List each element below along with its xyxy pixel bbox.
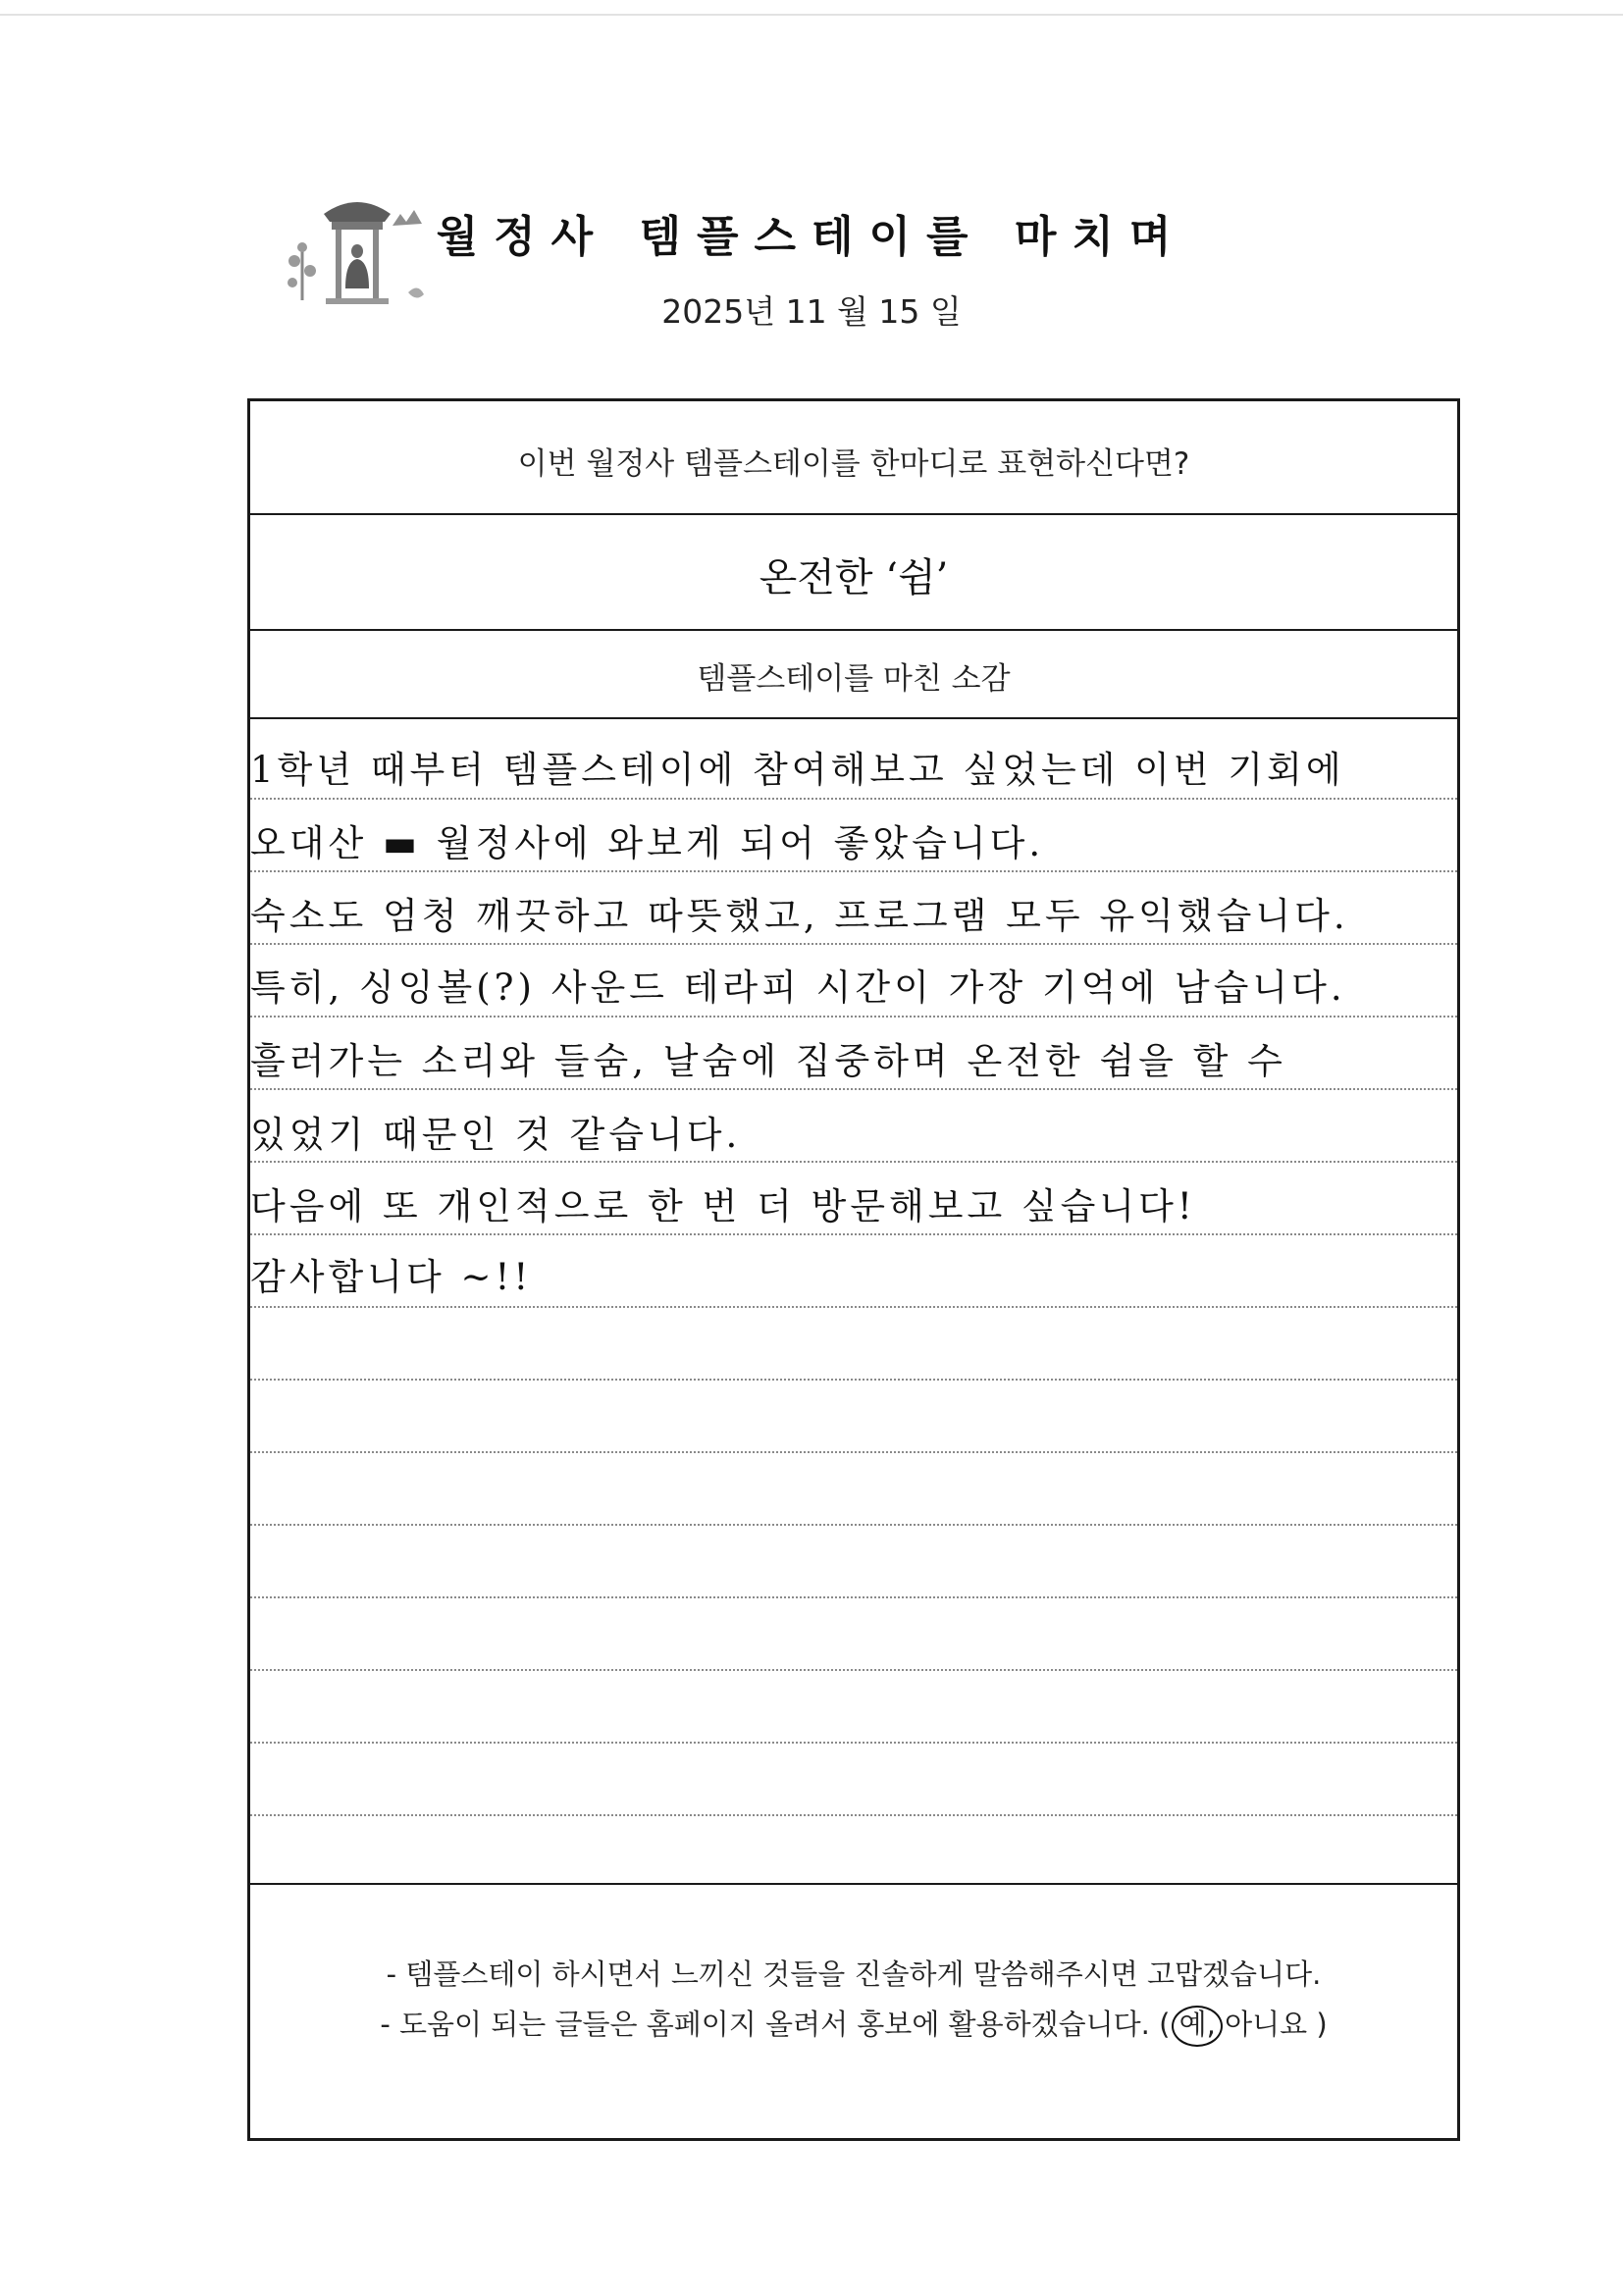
form-date: 2025년 11 월 15 일	[661, 292, 962, 331]
reflection-form	[247, 398, 1460, 2141]
handwritten-line: 오대산 ▬ 월정사에 와보게 되어 좋았습니다.	[250, 822, 1045, 864]
footer-note-prefix: - 도움이 되는 글들은 홈페이지 올려서 홍보에 활용하겠습니다. (	[380, 2008, 1171, 2041]
selection-circle-mark	[1172, 2006, 1223, 2047]
handwritten-line: 특히, 싱잉볼(?) 사운드 테라피 시간이 가장 기억에 남습니다.	[250, 966, 1346, 1009]
page-title: 월정사 템플스테이를 마치며	[436, 212, 1187, 262]
consent-option-yes[interactable]	[1179, 2000, 1207, 2050]
handwritten-line: 있었기 때문인 것 같습니다.	[250, 1114, 742, 1156]
ruled-line	[250, 1596, 1457, 1598]
handwritten-line: 흘러가는 소리와 들숨, 날숨에 집중하며 온전한 쉼을 할 수	[250, 1040, 1286, 1082]
ruled-line	[250, 1524, 1457, 1526]
footer-note: - 템플스테이 하시면서 느끼신 것들을 진솔하게 말씀해주시면 고맙겠습니다.	[386, 1957, 1322, 1991]
consent-option-yes-label: 예	[1178, 2008, 1207, 2041]
divider	[250, 1883, 1457, 1885]
consent-separator: ,	[1206, 2008, 1216, 2041]
handwritten-line: 다음에 또 개인적으로 한 번 더 방문해보고 싶습니다!	[250, 1185, 1196, 1227]
divider	[250, 717, 1457, 719]
footer-notes	[250, 1950, 1457, 2050]
ruled-line	[250, 943, 1457, 945]
question-two-label: 템플스테이를 마친 소감	[697, 661, 1011, 697]
consent-option-no[interactable]: 아니요	[1225, 2008, 1308, 2041]
divider	[250, 513, 1457, 515]
ruled-line	[250, 870, 1457, 872]
handwritten-line: 1학년 때부터 템플스테이에 참여해보고 싶었는데 이번 기회에	[250, 749, 1345, 791]
divider	[250, 629, 1457, 631]
footer-note-suffix: )	[1316, 2008, 1328, 2041]
question-one-label: 이번 월정사 템플스테이를 한마디로 표현하신다면?	[517, 446, 1190, 482]
ruled-line	[250, 1016, 1457, 1018]
ruled-line	[250, 1669, 1457, 1671]
page-top-rule	[0, 14, 1623, 16]
handwritten-line: 숙소도 엄청 깨끗하고 따뜻했고, 프로그램 모두 유익했습니다.	[250, 895, 1349, 937]
ruled-line	[250, 1742, 1457, 1744]
ruled-line	[250, 1088, 1457, 1090]
ruled-line	[250, 1451, 1457, 1453]
ruled-line	[250, 1814, 1457, 1816]
handwritten-line: 감사합니다 ~!!	[250, 1256, 533, 1298]
question-one-answer: 온전한 ‘쉼’	[759, 555, 949, 600]
ruled-line	[250, 1306, 1457, 1308]
ruled-line	[250, 798, 1457, 800]
ruled-line	[250, 1161, 1457, 1163]
ruled-line	[250, 1379, 1457, 1381]
consent-line	[250, 2000, 1457, 2050]
ruled-line	[250, 1233, 1457, 1235]
